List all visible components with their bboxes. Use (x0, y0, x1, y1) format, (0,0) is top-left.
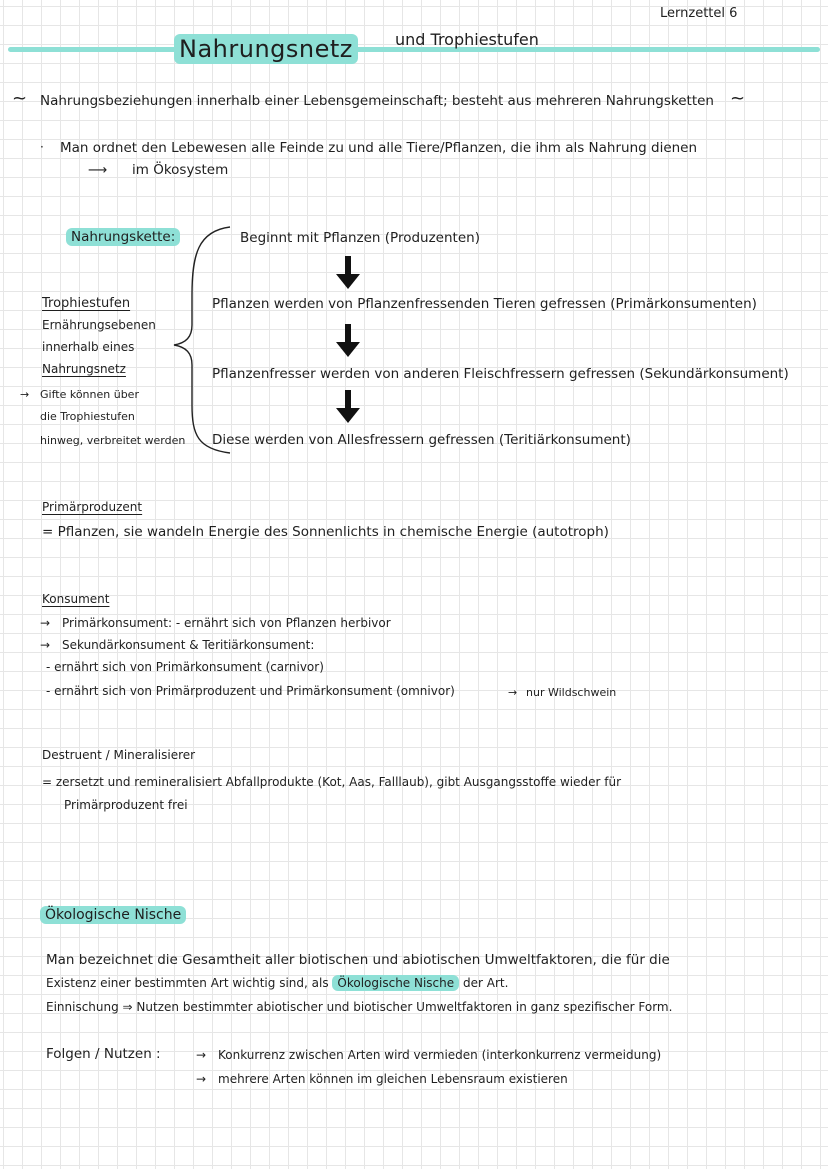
konsument-heading: Konsument (42, 592, 110, 606)
down-arrow-icon (333, 256, 363, 290)
tilde-left: ~ (12, 88, 28, 109)
side-note-arrow: → (508, 686, 518, 699)
trophiestufen-note: die Trophiestufen (40, 410, 135, 423)
konsument-side-note: nur Wildschwein (526, 686, 617, 699)
nische-line-2-post: der Art. (462, 976, 509, 990)
primaerproduzent-text: = Pflanzen, sie wandeln Energie des Sonnenlichts in chemische Energie (autotroph) (42, 524, 609, 540)
point-text-2: im Ökosystem (132, 162, 229, 178)
trophiestufen-line: Ernährungsebenen (42, 318, 156, 332)
definition-text: Nahrungsbeziehungen innerhalb einer Lebensgemeinschaft; besteht aus mehreren Nahrungsketten (40, 93, 714, 109)
tilde-right: ~ (730, 88, 746, 109)
point-text-1: Man ordnet den Lebewesen alle Feinde zu und alle Tiere/Pflanzen, die ihm als Nahrung dienen (60, 140, 698, 156)
konsument-line: Sekundärkonsument & Teritiärkonsument: (62, 638, 315, 652)
destruent-line: Primärproduzent frei (64, 798, 188, 812)
bullet-dot: · (40, 140, 44, 154)
chain-label: Nahrungskette: (66, 228, 180, 246)
trophiestufen-heading: Trophiestufen (42, 296, 131, 311)
nische-line-2-highlight: Ökologische Nische (332, 975, 459, 991)
page-label: Lernzettel 6 (660, 6, 738, 21)
note-arrow: → (20, 388, 30, 401)
page-title: Nahrungsnetz (174, 34, 358, 64)
curly-brace (168, 225, 238, 455)
folgen-arrow: → (196, 1072, 207, 1086)
folgen-label: Folgen / Nutzen : (46, 1046, 161, 1062)
primaerproduzent-heading: Primärproduzent (42, 500, 143, 514)
trophiestufen-note: Gifte können über (40, 388, 139, 401)
nische-line-1: Man bezeichnet die Gesamtheit aller biotischen und abiotischen Umweltfaktoren, die für die (46, 952, 670, 968)
trophiestufen-line: Nahrungsnetz (42, 362, 126, 376)
down-arrow-icon (333, 390, 363, 424)
point-arrow: ⟶ (88, 162, 108, 178)
destruent-heading: Destruent / Mineralisierer (42, 748, 196, 762)
trophiestufen-note: hinweg, verbreitet werden (40, 434, 186, 447)
nische-line-2 (46, 976, 508, 990)
down-arrow-icon (333, 324, 363, 358)
folgen-line-2: mehrere Arten können im gleichen Lebensraum existieren (218, 1072, 568, 1086)
folgen-arrow: → (196, 1048, 207, 1062)
page-subtitle: und Trophiestufen (395, 30, 539, 49)
konsument-arrow: → (40, 638, 51, 652)
chain-step-1: Beginnt mit Pflanzen (Produzenten) (240, 230, 480, 246)
konsument-line: - ernährt sich von Primärproduzent und Primärkonsument (omnivor) (46, 684, 455, 698)
chain-step-2: Pflanzen werden von Pflanzenfressenden Tieren gefressen (Primärkonsumenten) (212, 296, 757, 312)
konsument-line: - ernährt sich von Primärkonsument (carnivor) (46, 660, 324, 674)
folgen-line-1: Konkurrenz zwischen Arten wird vermieden (interkonkurrenz vermeidung) (218, 1048, 662, 1062)
chain-step-4: Diese werden von Allesfressern gefressen (Teritiärkonsument) (212, 432, 631, 448)
chain-step-3: Pflanzenfresser werden von anderen Fleischfressern gefressen (Sekundärkonsument) (212, 366, 789, 382)
nische-line-2-pre: Existenz einer bestimmten Art wichtig sind, als (46, 976, 329, 990)
nische-heading: Ökologische Nische (40, 906, 186, 924)
konsument-line: Primärkonsument: - ernährt sich von Pflanzen herbivor (62, 616, 391, 630)
nische-line-3: Einnischung ⇒ Nutzen bestimmter abiotischer und biotischer Umweltfaktoren in ganz spezifischer Form. (46, 1000, 673, 1014)
konsument-arrow: → (40, 616, 51, 630)
destruent-line: = zersetzt und remineralisiert Abfallprodukte (Kot, Aas, Falllaub), gibt Ausgangsstoffe wieder für (42, 775, 622, 789)
trophiestufen-line: innerhalb eines (42, 340, 135, 354)
